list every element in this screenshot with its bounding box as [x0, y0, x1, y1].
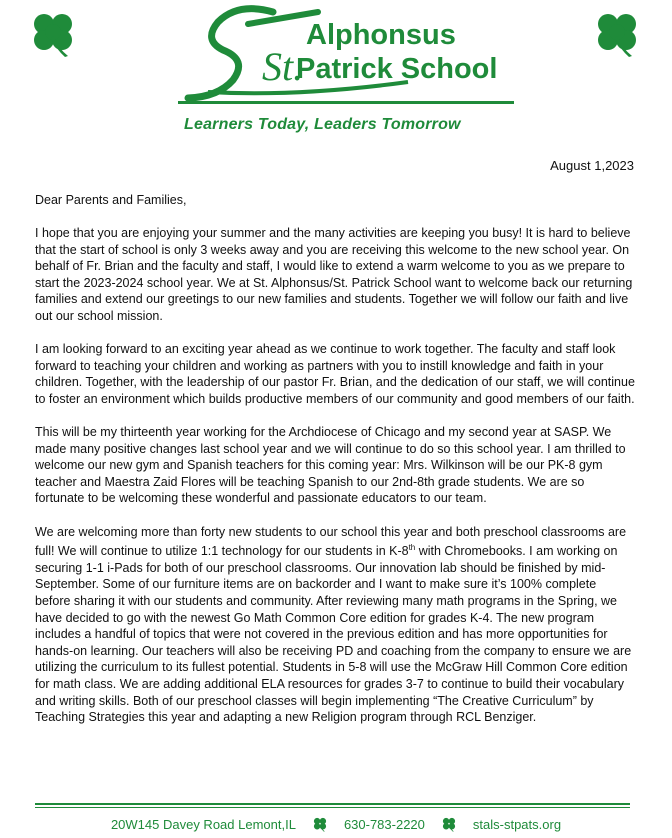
paragraph-looking-forward: I am looking forward to an exciting year ahead as we continue to work together. The faculty and staff look forward to teaching your children and working as partners with you to instill knowledge and faith in your children. Together, with the leadership of our pastor Fr. Brian, and the dedication of our staff, we will continue to foster an environment which builds productive members of our community and good members of our faith. — [35, 342, 635, 406]
paragraph-programs — [35, 524, 635, 726]
letter-date: August 1,2023 — [550, 158, 634, 173]
shamrock-icon — [441, 816, 457, 832]
paragraph-programs-part2: with Chromebooks. I am working on securing 1-1 i-Pads for both of our preschool classrooms. Our innovation lab should be finished by mid-September. Some of our furniture items are on backorder and I want to make sure it’s 100% complete before sharing it with our students and community. After reviewing many math programs in the Spring, we have decided to go with the newest Go Math Common Core edition for grades K-4. The new program includes a handful of topics that were not covered in the previous edition and has more opportunities for hands-on learning. Our teachers will also be receiving PD and coaching from the company to ensure we are utilizing the curriculum to its fullest potential. Students in 5-8 will use the McGraw Hill Common Core edition for math class. We are adding additional ELA resources for grades 3-7 to continue to build their vocabulary and writing skills. Both of our preschool classes will begin implementing “The Creative Curriculum” by Teaching Strategies this year and adapting a new Religion program through RCL Benziger. — [35, 544, 632, 725]
paragraph-new-teachers: This will be my thirteenth year working for the Archdiocese of Chicago and my second year at SASP. We made many positive changes last school year and we will continue to do so this school year. I am thrilled to welcome our new gym and Spanish teachers for this coming year: Mrs. Wilkinson will be our PK-8 gym teacher and Maestra Zaid Flores will be teaching Spanish to our 2nd-8th grade students. We are so fortunate to be welcoming these wonderful and passionate educators to our team. — [35, 425, 626, 506]
logo-st-mark: St. — [262, 44, 304, 89]
shamrock-icon — [312, 816, 328, 832]
footer-phone: 630-783-2220 — [343, 816, 425, 832]
footer-address: 20W145 Davey Road Lemont,IL — [110, 816, 296, 832]
school-tagline: Learners Today, Leaders Tomorrow — [184, 116, 461, 133]
paragraph-welcome: I hope that you are enjoying your summer and the many activities are keeping you busy! It is hard to believe that the start of school is only 3 weeks away and you are receiving this welcome to the new school year. On behalf of Fr. Brian and the faculty and staff, I would like to extend a warm welcome to you as we prepare to start the 2023-2024 school year. We at St. Alphonsus/St. Patrick School want to welcome back our returning families and extend our greetings to our new families and students. Together we will follow our faith and live out our school mission. — [35, 226, 633, 324]
paragraph-programs-part1: We are welcoming more than forty new students to our school this year and both preschool classrooms are full! We will continue to utilize 1:1 technology for our students in K-8 — [35, 524, 627, 559]
logo-patrick-school-text: Patrick School — [296, 53, 498, 85]
letter-footer — [0, 812, 672, 836]
footer-divider — [35, 803, 630, 805]
salutation: Dear Parents and Families, — [35, 193, 187, 207]
footer-divider-thin — [35, 807, 630, 808]
school-logo — [178, 2, 528, 107]
logo-underline — [178, 101, 514, 104]
logo-alphonsus-text: Alphonsus — [306, 19, 456, 51]
shamrock-icon — [28, 8, 78, 58]
letter-body — [35, 192, 635, 742]
footer-website: stals-stpats.org — [472, 816, 562, 832]
shamrock-icon — [592, 8, 642, 58]
superscript-th: th — [408, 543, 416, 553]
